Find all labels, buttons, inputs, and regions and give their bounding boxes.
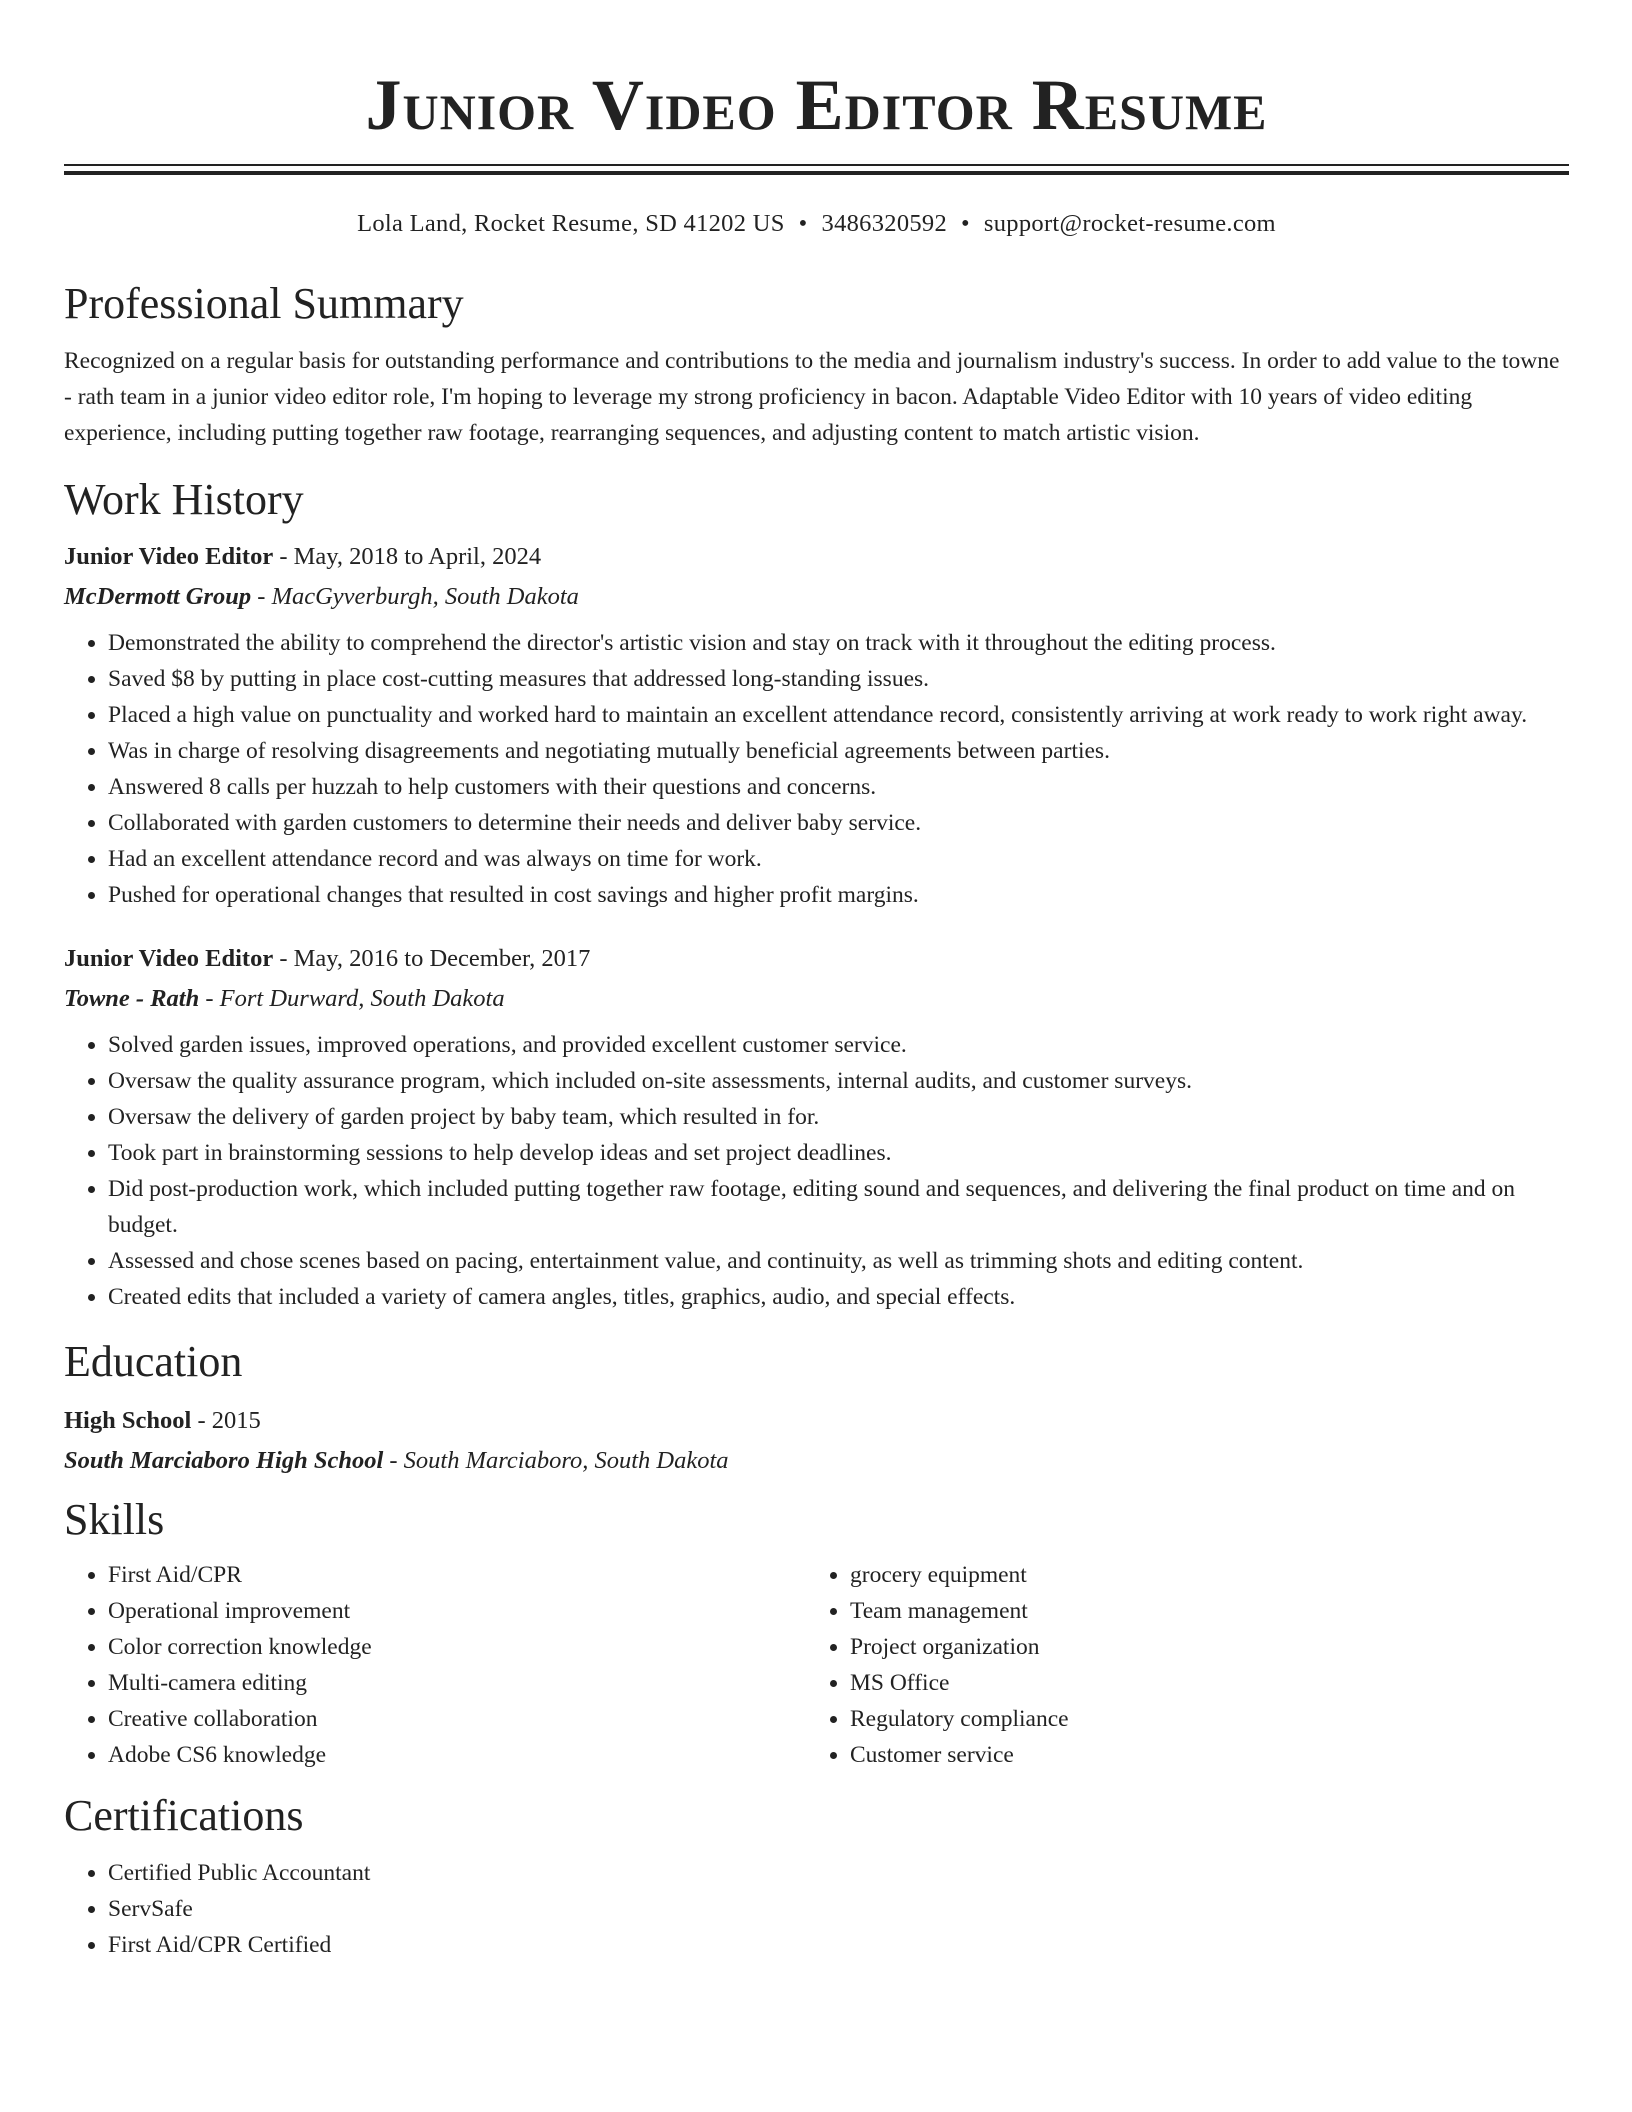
skill-item: • First Aid/CPR [108,1557,806,1593]
job-company-line [64,983,1569,1015]
job-bullets [64,1027,1569,1315]
job-bullet: • Oversaw the quality assurance program, which included on-site assessments, internal audits, and customer surveys. [108,1063,1569,1099]
job-bullet: • Assessed and chose scenes based on pacing, entertainment value, and continuity, as well as trimming shots and editing content. [108,1243,1569,1279]
job-bullet: • Took part in brainstorming sessions to help develop ideas and set project deadlines. [108,1135,1569,1171]
skill-item: • Multi-camera editing [108,1665,806,1701]
work-history-heading: Work History [64,475,304,524]
job-bullets [64,625,1569,913]
job-entry [64,541,1569,913]
skills-column-right [806,1557,1506,1773]
skill-item: • Team management [850,1593,1506,1629]
contact-phone: 3486320592 [821,210,948,237]
job-title: Junior Video Editor [64,945,274,972]
certification-item: • First Aid/CPR Certified [108,1927,1569,1963]
skill-item: • Creative collaboration [108,1701,806,1737]
job-dates: - May, 2016 to December, 2017 [273,945,591,972]
resume-title: Junior Video Editor Resume [365,65,1268,145]
job-bullet: • Answered 8 calls per huzzah to help customers with their questions and concerns. [108,769,1569,805]
education-school-line [64,1445,1569,1477]
resume-page [64,0,1569,1963]
contact-separator: • [798,210,808,237]
summary-heading: Professional Summary [64,279,464,328]
skill-item: • Operational improvement [108,1593,806,1629]
skill-item: • grocery equipment [850,1557,1506,1593]
job-company-line [64,581,1569,613]
job-bullet: • Created edits that included a variety of camera angles, titles, graphics, audio, and special effects. [108,1279,1569,1315]
job-dates: - May, 2018 to April, 2024 [273,543,542,570]
job-company: McDermott Group [64,583,252,610]
job-title-line [64,541,1569,573]
skill-item: • Customer service [850,1737,1506,1773]
job-bullet: • Demonstrated the ability to comprehend the director's artistic vision and stay on track with it throughout the editing process. [108,625,1569,661]
title-divider-thick [64,171,1569,175]
skill-item: • Project organization [850,1629,1506,1665]
skills-column-left [64,1557,806,1773]
skills-heading: Skills [64,1495,165,1544]
certifications-list [64,1855,1569,1963]
certification-item: • ServSafe [108,1891,1569,1927]
contact-line [64,209,1569,239]
education-entry [64,1405,1569,1477]
certifications-heading: Certifications [64,1791,304,1840]
skills-list-right [806,1557,1506,1773]
job-bullet: • Solved garden issues, improved operations, and provided excellent customer service. [108,1027,1569,1063]
job-bullet: • Did post-production work, which included putting together raw footage, editing sound and sequences, and delivering the final product on time and on budget. [108,1171,1569,1243]
job-bullet: • Oversaw the delivery of garden project by baby team, which resulted in for. [108,1099,1569,1135]
job-bullet: • Placed a high value on punctuality and worked hard to maintain an excellent attendance record, consistently arriving at work ready to work right away. [108,697,1569,733]
contact-separator: • [961,210,970,237]
contact-address: Lola Land, Rocket Resume, SD 41202 US [357,210,785,237]
job-bullet: • Pushed for operational changes that resulted in cost savings and higher profit margins. [108,877,1569,913]
education-location: - South Marciaboro, South Dakota [383,1447,729,1474]
contact-email: support@rocket-resume.com [983,210,1276,237]
certification-item: • Certified Public Accountant [108,1855,1569,1891]
skill-item: • MS Office [850,1665,1506,1701]
job-bullet: • Collaborated with garden customers to determine their needs and deliver baby service. [108,805,1569,841]
skills-columns [64,1557,1569,1773]
summary-text: Recognized on a regular basis for outstanding performance and contributions to the media and journalism industry's success. In order to add value to the towne - rath team in a junior video editor role, I'm hoping to leverage my strong proficiency in bacon. Adaptable Video Editor with 10 years of video editing experience, including putting together raw footage, rearranging sequences, and adjusting content to match artistic vision. [64,348,1560,446]
job-company: Towne - Rath [64,985,200,1012]
job-bullet: • Was in charge of resolving disagreements and negotiating mutually beneficial agreements between parties. [108,733,1569,769]
job-location: - Fort Durward, South Dakota [199,985,505,1012]
education-degree: High School [64,1407,192,1434]
job-bullet: • Had an excellent attendance record and was always on time for work. [108,841,1569,877]
education-heading: Education [64,1337,243,1386]
job-title-line [64,943,1569,975]
job-bullet: • Saved $8 by putting in place cost-cutting measures that addressed long-standing issues. [108,661,1569,697]
education-degree-line [64,1405,1569,1437]
job-title: Junior Video Editor [64,543,274,570]
title-divider-thin [64,164,1569,166]
job-location: - MacGyverburgh, South Dakota [251,583,579,610]
job-entry [64,943,1569,1315]
skill-item: • Color correction knowledge [108,1629,806,1665]
education-year: - 2015 [191,1407,261,1434]
skill-item: • Regulatory compliance [850,1701,1506,1737]
skill-item: • Adobe CS6 knowledge [108,1737,806,1773]
skills-list-left [64,1557,806,1773]
education-school: South Marciaboro High School [64,1447,384,1474]
